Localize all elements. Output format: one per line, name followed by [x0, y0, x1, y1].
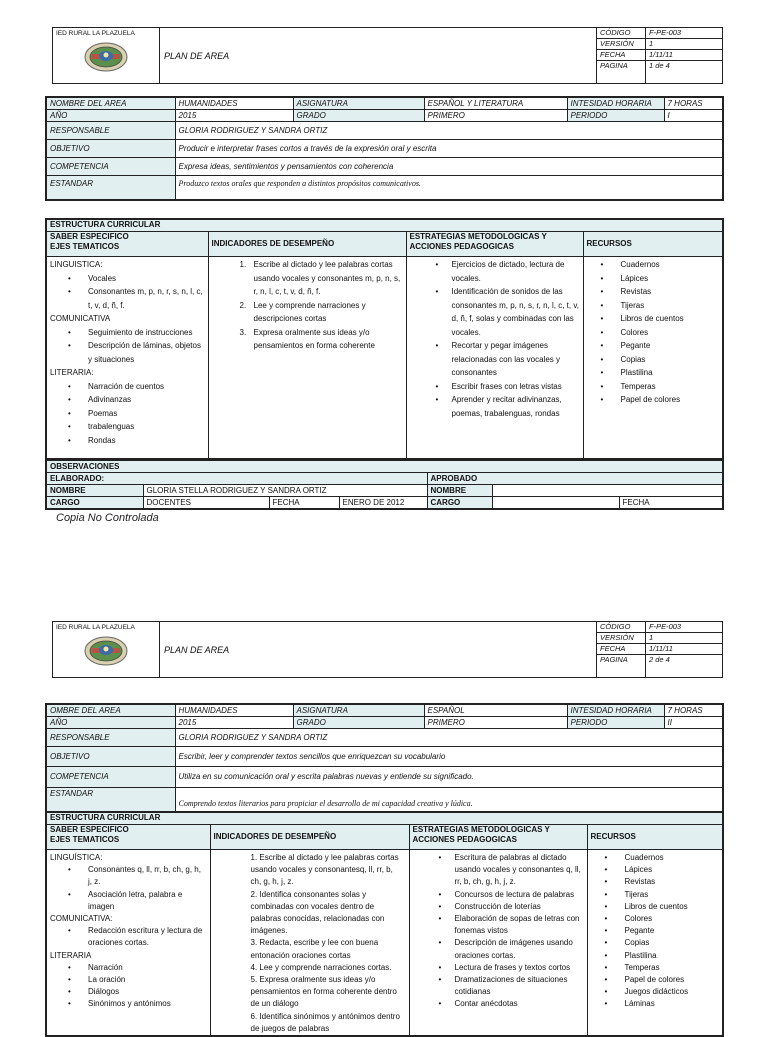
indicator-number: 3. — [239, 327, 247, 337]
topics-cell — [46, 257, 208, 460]
topic-item: • Asociación letra, palabra e imagen — [50, 889, 207, 913]
objective-label: OBJETIVO — [46, 747, 175, 767]
grade-label: GRADO — [293, 717, 424, 729]
period-label: PERIODO — [567, 110, 664, 122]
resource-item: • Colores — [591, 913, 720, 925]
col-strategies-line2: ACCIONES PEDAGOGICAS — [412, 835, 517, 844]
strategy-item: • Aprender y recitar adivinanzas, poemas, trabalenguas, rondas — [410, 393, 580, 420]
resource-item: • Plastilina — [587, 366, 720, 380]
approver-cargo-value — [492, 497, 619, 510]
grade-label: GRADO — [293, 110, 424, 122]
col-strategies-header — [409, 825, 587, 850]
school-logo-icon — [83, 635, 129, 667]
page-header — [52, 27, 723, 84]
standard-value: Produzco textos orales que responden a distintos propósitos comunicativos. — [175, 176, 723, 200]
indicator-item: 2. Identifica consonantes solas y combinadas con vocales dentro de palabras conocidas, relacionadas con imágenes. — [250, 889, 385, 936]
strategy-item: • Escritura de palabras al dictado usando vocales y consonantes q, ll, rr, b, ch, g, h, j, z. — [413, 852, 584, 889]
topic-item: • Consonantes m, p, n, r, s, n, l, c, t, v, d, ñ, f. — [50, 285, 205, 312]
indicator-text: Expresa oralmente sus ideas y/o pensamientos en forma coherente — [253, 327, 375, 350]
year-value: 2015 — [175, 717, 293, 729]
resource-item: • Papel de colores — [591, 974, 720, 986]
resource-item: • Cuadernos — [591, 852, 720, 864]
topic-item: • Redacción escritura y lectura de oraciones cortas. — [50, 925, 207, 949]
resource-item: • Colores — [587, 326, 720, 340]
school-name: IED RURAL LA PLAZUELA — [56, 624, 135, 631]
strategy-item: • Construcción de loterías — [413, 901, 584, 913]
meta-value: 1 — [646, 633, 723, 644]
strategy-item: • Elaboración de sopas de letras con fonemas vistos — [413, 913, 584, 937]
topic-item: • La oración — [50, 974, 207, 986]
col-saber-header — [46, 825, 210, 850]
meta-label: CÓDIGO — [597, 622, 646, 633]
topic-item: • Sinónimos y antónimos — [50, 998, 207, 1010]
meta-label: CÓDIGO — [597, 28, 646, 39]
standard-value: Comprendo textos literarios para propiciar el desarrollo de mi capacidad creativa y lúdica. — [175, 788, 723, 812]
strategy-item: • Escribir frases con letras vistas — [410, 380, 580, 394]
meta-value: 1 — [646, 39, 723, 50]
indicator-item: 3. Redacta, escribe y lee con buena entonación oraciones cortas — [250, 938, 379, 960]
topic-item: • Diálogos — [50, 986, 207, 998]
category-linguistica: LINGUISTICA: — [50, 260, 103, 269]
period-value: I — [664, 110, 723, 122]
indicator-item — [212, 299, 403, 326]
standard-label: ESTANDAR — [46, 788, 175, 812]
period-value: II — [664, 717, 723, 729]
meta-value: 2 de 4 — [646, 655, 723, 678]
indicator-item: 4. Lee y comprende narraciones cortas. — [250, 962, 392, 972]
school-name: IED RURAL LA PLAZUELA — [56, 30, 135, 37]
year-label: AÑO — [46, 110, 175, 122]
strategies-cell — [409, 850, 587, 1037]
strategy-item: • Ejercicios de dictado, lectura de vocales. — [410, 258, 580, 285]
col-strategies-line1: ESTRATEGIAS METODOLOGICAS Y — [412, 825, 550, 834]
topic-item: • Rondas — [50, 434, 205, 448]
resource-item: • Tijeras — [591, 889, 720, 901]
indicators-cell — [210, 850, 409, 1037]
resources-cell — [583, 257, 723, 460]
subject-label: ASIGNATURA — [293, 704, 424, 717]
category-comunicativa: COMUNICATIVA: — [50, 914, 113, 924]
meta-value: F-PE-003 — [646, 622, 723, 633]
hours-label: INTESIDAD HORARIA — [567, 704, 664, 717]
plan-title: PLAN DE AREA — [160, 622, 597, 678]
grade-value: PRIMERO — [424, 717, 567, 729]
category-literaria: LITERARIA: — [50, 368, 94, 377]
indicator-item: 1. Escribe al dictado y lee palabras cortas usando vocales y consonantesq, ll, rr, b, ch, g, h, j, z. — [250, 853, 399, 887]
resource-item: • Temperas — [591, 962, 720, 974]
topic-item: • Narración de cuentos — [50, 380, 205, 394]
strategy-item: • Identificación de sonidos de las consonantes m, p, n, s, r, n, l, c, t, v, d, ñ, f, solas y combinadas con las vocales. — [410, 285, 580, 339]
cargo-label: CARGO — [46, 497, 143, 510]
col-saber-line2: EJES TEMATICOS — [50, 242, 120, 251]
objective-label: OBJETIVO — [46, 140, 175, 158]
indicators-cell — [208, 257, 406, 460]
resource-item: • Juegos didácticos — [591, 986, 720, 998]
indicator-item — [212, 258, 403, 299]
topic-item: • Descripción de láminas, objetos y situaciones — [50, 339, 205, 366]
resource-item: • Papel de colores — [587, 393, 720, 407]
curriculum-table — [45, 218, 724, 460]
approver-cargo-label: CARGO — [427, 497, 492, 510]
strategies-cell — [406, 257, 583, 460]
topic-item: • Consonantes q, ll, rr, b, ch, g, h, j, z. — [50, 864, 207, 888]
observations-title: OBSERVACIONES — [46, 460, 723, 473]
col-strategies-line2: ACCIONES PEDAGOGICAS — [409, 242, 514, 251]
strategy-item: • Concursos de lectura de palabras — [413, 889, 584, 901]
area-info-table — [45, 703, 724, 813]
topics-cell — [46, 850, 210, 1037]
col-saber-line1: SABER ESPECIFICO — [50, 825, 129, 834]
year-label: AÑO — [46, 717, 175, 729]
resources-cell — [587, 850, 723, 1037]
name-value: GLORIA STELLA RODRIGUEZ Y SANDRA ORTIZ — [143, 485, 427, 497]
approved-label: APROBADO — [427, 473, 723, 485]
responsible-value: GLORIA RODRIGUEZ Y SANDRA ORTIZ — [175, 122, 723, 140]
strategy-item: • Dramatizaciones de situaciones cotidianas — [413, 974, 584, 998]
indicator-number: 2. — [239, 300, 247, 310]
meta-label: VERSIÓN — [597, 633, 646, 644]
subject-label: ASIGNATURA — [293, 97, 424, 110]
meta-label: PAGINA — [597, 655, 646, 678]
standard-label: ESTANDAR — [46, 176, 175, 200]
date-value: ENERO DE 2012 — [339, 497, 427, 510]
col-indicators-header: INDICADORES DE DESEMPEÑO — [208, 232, 406, 257]
topic-item: • Poemas — [50, 407, 205, 421]
col-saber-header — [46, 232, 208, 257]
col-saber-line2: EJES TEMATICOS — [50, 835, 120, 844]
resource-item: • Revistas — [591, 876, 720, 888]
observations-table — [45, 459, 724, 510]
resource-item: • Libros de cuentos — [591, 901, 720, 913]
uncontrolled-copy-note: Copia No Controlada — [56, 512, 159, 524]
resource-item: • Cuadernos — [587, 258, 720, 272]
col-strategies-line1: ESTRATEGIAS METODOLOGICAS Y — [409, 232, 547, 241]
approver-name-value — [492, 485, 723, 497]
resource-item: • Plastilina — [591, 950, 720, 962]
school-cell — [53, 622, 160, 678]
competence-label: COMPETENCIA — [46, 158, 175, 176]
indicator-number: 1. — [239, 260, 247, 269]
col-resources-header: RECURSOS — [583, 232, 723, 257]
plan-title: PLAN DE AREA — [160, 28, 597, 84]
topic-item: • Narración — [50, 962, 207, 974]
resource-item: • Pegante — [591, 925, 720, 937]
resource-item: • Revistas — [587, 285, 720, 299]
resource-item: • Temperas — [587, 380, 720, 394]
category-comunicativa: COMUNICATIVA — [50, 314, 111, 323]
competence-value: Utiliza en su comunicación oral y escrita palabras nuevas y entiende su significado. — [175, 767, 723, 788]
meta-value: 1 de 4 — [646, 61, 723, 84]
competence-label: COMPETENCIA — [46, 767, 175, 788]
strategy-item: • Lectura de frases y textos cortos — [413, 962, 584, 974]
area-info-table — [45, 96, 724, 201]
indicator-item: 5. Expresa oralmente sus ideas y/o pensamientos en forma coherente dentro de un diálogo — [250, 975, 397, 1009]
area-label: NOMBRE DEL AREA — [46, 97, 175, 110]
topic-item: • Adivinanzas — [50, 393, 205, 407]
resource-item: • Láminas — [591, 998, 720, 1010]
elaborated-label: ELABORADO: — [46, 473, 427, 485]
hours-value: 7 HORAS — [664, 97, 723, 110]
objective-value: Producir e interpretar frases cortos a través de la expresión oral y escrita — [175, 140, 723, 158]
name-label: NOMBRE — [46, 485, 143, 497]
hours-label: INTESIDAD HORARIA — [567, 97, 664, 110]
area-label: OMBRE DEL AREA — [46, 704, 175, 717]
col-resources-header: RECURSOS — [587, 825, 723, 850]
indicator-item: 6. Identifica sinónimos y antónimos dentro de juegos de palabras — [250, 1011, 400, 1033]
responsible-label: RESPONSABLE — [46, 729, 175, 747]
school-logo-icon — [83, 41, 129, 73]
period-label: PERIODO — [567, 717, 664, 729]
col-strategies-header — [406, 232, 583, 257]
strategy-item: • Descripción de imágenes usando oraciones cortas. — [413, 937, 584, 961]
subject-value: ESPAÑOL — [424, 704, 567, 717]
responsible-value: GLORIA RODRIGUEZ Y SANDRA ORTIZ — [175, 729, 723, 747]
subject-value: ESPAÑOL Y LITERATURA — [424, 97, 567, 110]
resource-item: • Copias — [587, 353, 720, 367]
page-header — [52, 621, 723, 678]
meta-label: FECHA — [597, 50, 646, 61]
resource-item: • Lápices — [587, 272, 720, 286]
indicator-text: Escribe al dictado y lee palabras cortas usando vocales y consonantes m, p, n, s, r, n, l, c, t, v, d, ñ, f. — [253, 260, 401, 296]
responsible-label: RESPONSABLE — [46, 122, 175, 140]
cargo-value: DOCENTES — [143, 497, 269, 510]
topic-item: • Vocales — [50, 272, 205, 286]
grade-value: PRIMERO — [424, 110, 567, 122]
col-indicators-header: INDICADORES DE DESEMPEÑO — [210, 825, 409, 850]
resource-item: • Copias — [591, 937, 720, 949]
school-cell — [53, 28, 160, 84]
area-value: HUMANIDADES — [175, 704, 293, 717]
curriculum-title: ESTRUCTURA CURRICULAR — [46, 812, 723, 825]
objective-value: Escribir, leer y comprender textos sencillos que enriquezcan su vocabulario — [175, 747, 723, 767]
competence-value: Expresa ideas, sentimientos y pensamientos con coherencia — [175, 158, 723, 176]
indicator-item — [212, 326, 403, 353]
area-value: HUMANIDADES — [175, 97, 293, 110]
meta-value: 1/11/11 — [646, 50, 723, 61]
year-value: 2015 — [175, 110, 293, 122]
meta-value: F-PE-003 — [646, 28, 723, 39]
resource-item: • Lápices — [591, 864, 720, 876]
date-label: FECHA — [269, 497, 339, 510]
resource-item: • Tijeras — [587, 299, 720, 313]
topic-item: • Seguimiento de instrucciones — [50, 326, 205, 340]
meta-label: PAGINA — [597, 61, 646, 84]
meta-label: FECHA — [597, 644, 646, 655]
hours-value: 7 HORAS — [664, 704, 723, 717]
category-literaria: LITERARIA — [50, 950, 92, 960]
resource-item: • Libros de cuentos — [587, 312, 720, 326]
indicator-text: Lee y comprende narraciones y descripciones cortas — [253, 300, 366, 323]
resource-item: • Pegante — [587, 339, 720, 353]
strategy-item: • Recortar y pegar imágenes relacionadas con las vocales y consonantes — [410, 339, 580, 380]
curriculum-title: ESTRUCTURA CURRICULAR — [46, 219, 723, 232]
meta-value: 1/11/11 — [646, 644, 723, 655]
topic-item: • trabalenguas — [50, 420, 205, 434]
col-saber-line1: SABER ESPECIFICO — [50, 232, 129, 241]
strategy-item: • Contar anécdotas — [413, 998, 584, 1010]
curriculum-table — [45, 811, 724, 1037]
category-linguistica: LINGUÍSTICA: — [50, 853, 103, 862]
meta-label: VERSIÓN — [597, 39, 646, 50]
approver-date-label: FECHA — [619, 497, 723, 510]
approver-name-label: NOMBRE — [427, 485, 492, 497]
